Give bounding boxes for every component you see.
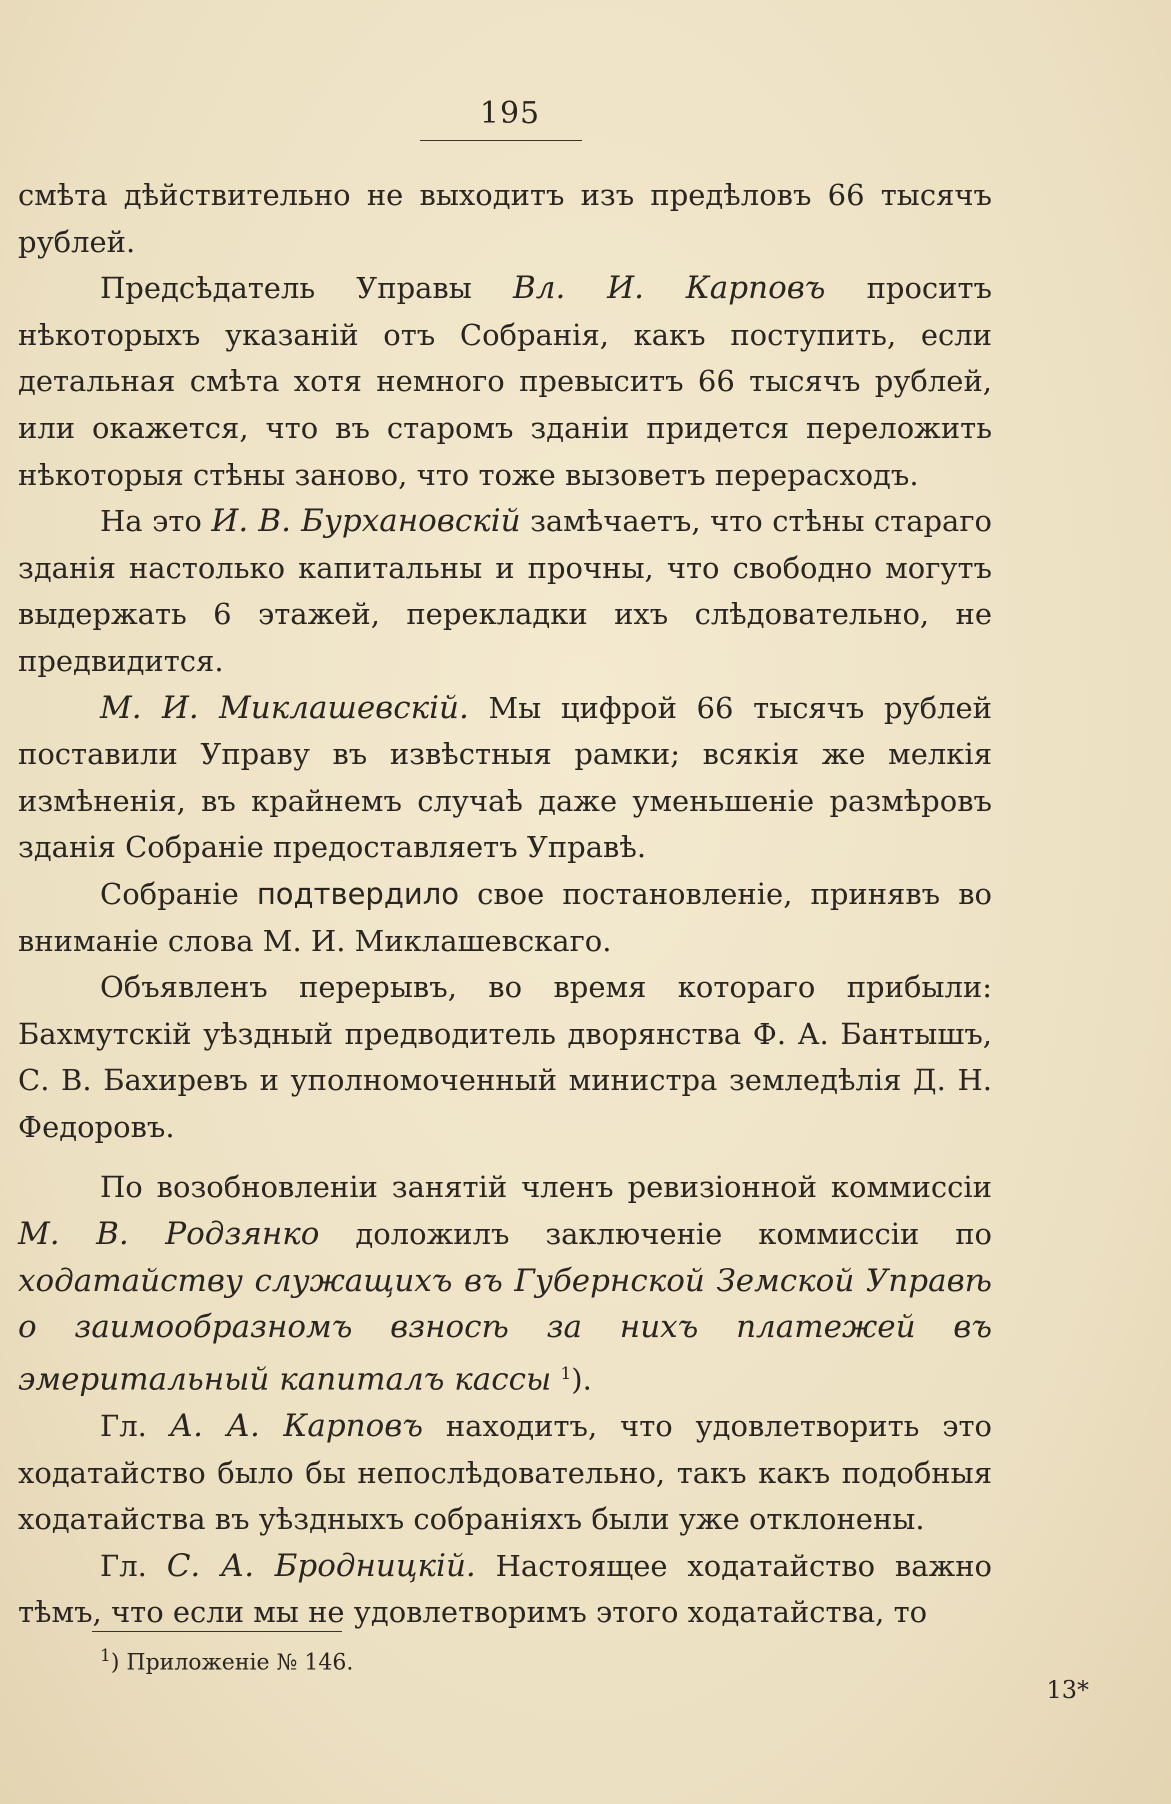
paragraph-brodnitsky: Гл. С. А. Бродницкій. Настоящее ходатайство важно тѣмъ, что если мы не удовлетворимъ этого ходатайства, то [18,1547,993,1630]
footnote-reference: 1 [560,1363,572,1384]
speaker-name: А. А. Карповъ [169,1408,423,1445]
petition-title: ходатайству служащихъ въ Губернской Земской Управѣ о заимообразномъ взносѣ за нихъ платежей въ эмеритальный капиталъ кассы [18,1262,992,1398]
footnote [100,1641,353,1678]
paragraph-rodzyanko: По возобновленіи занятій членъ ревизіонной коммиссіи М. В. Родзянко доложилъ заключеніе коммиссіи по ходатайству служащихъ въ Губернской Земской Управѣ о заимообразномъ взносѣ за нихъ платежей въ эмеритальный капиталъ кассы $^1$). [18,1170,993,1398]
speaker-name: М. И. Миклашевскій. [100,689,469,726]
paragraph-continuation: смѣта дѣйствительно не выходитъ изъ предѣловъ 66 тысячъ рублей. [18,178,992,259]
body-text [18,172,992,1636]
paragraph-karpov-opinion: Гл. А. А. Карповъ находитъ, что удовлетворить это ходатайство было бы непослѣдовательно, такъ какъ подобныя ходатайства въ уѣздныхъ собраніяхъ были уже отклонены. [18,1408,993,1537]
printer-signature-mark: 13* [1046,1676,1089,1704]
footnote-marker: 1 [100,1646,111,1666]
speaker-name: И. В. Бурхановскій [211,503,521,540]
page-number-rule [420,140,582,141]
speaker-name: С. А. Бродницкій. [166,1547,476,1584]
footnote-text: ) Приложеніе № 146. [110,1650,354,1676]
footnote-rule [92,1631,342,1632]
paragraph-karpov-request: Предсѣдатель Управы Вл. И. Карповъ проситъ нѣкоторыхъ указаній отъ Собранія, какъ поступить, если детальная смѣта хотя немного превыситъ 66 тысячъ рублей, или окажется, что въ старомъ зданіи придется переложить нѣкоторыя стѣны заново, что тоже вызоветъ перерасходъ. [18,270,992,492]
emphasized-word: подтвердило [256,876,459,911]
paragraph-burkhanovsky: На это И. В. Бурхановскій замѣчаетъ, что стѣны стараго зданія настолько капитальны и прочны, что свободно могутъ выдержать 6 этажей, перекладки ихъ слѣдовательно, не предвидится. [18,503,992,678]
page-number: 195 [479,96,541,131]
speaker-name: М. В. Родзянко [18,1216,320,1253]
speaker-name: Вл. И. Карповъ [512,270,826,307]
paragraph-resolution: Собраніе подтвердило свое постановленіе, принявъ во вниманіе слова М. И. Миклашевскаго. [18,876,992,958]
paragraph-recess: Объявленъ перерывъ, во время котораго прибыли: Бахмутскій уѣздный предводитель дворянства Ф. А. Бантышъ, С. В. Бахиревъ и уполномоченный министра земледѣлія Д. Н. Федоровъ. [18,970,992,1144]
paragraph-miklashevsky: М. И. Миклашевскій. Мы цифрой 66 тысячъ рублей поставили Управу въ извѣстныя рамки; всякія же мелкія измѣненія, въ крайнемъ случаѣ даже уменьшеніе размѣровъ зданія Собраніе предоставляетъ Управѣ. [18,689,992,865]
